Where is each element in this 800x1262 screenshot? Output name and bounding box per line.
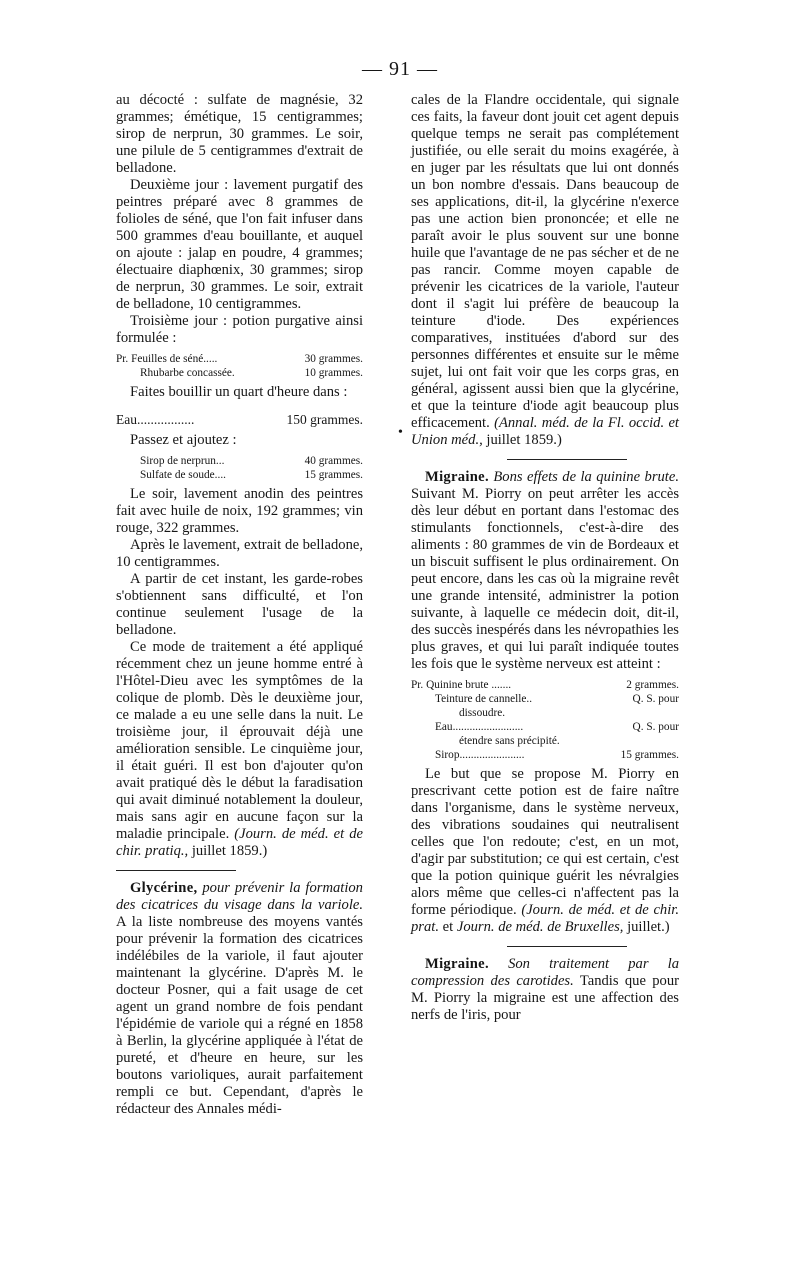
section-divider — [116, 870, 236, 871]
reference-date: juillet 1859.) — [486, 432, 562, 448]
prescription — [116, 454, 363, 482]
ingredient: Eau................. — [116, 412, 195, 427]
ingredient: Rhubarbe concassée. — [140, 367, 235, 379]
paragraph: au décocté : sulfate de magnésie, 32 grammes; émétique, 15 centigrammes; sirop de nerprun, 30 grammes. Le soir, une pilule de 5 centigrammes d'extrait de belladone. — [116, 92, 363, 176]
article-migraine-compression — [411, 956, 679, 1024]
prescription-row — [116, 366, 363, 380]
ingredient-note: étendre sans précipité. — [459, 735, 560, 747]
quantity: 15 grammes. — [620, 749, 679, 761]
article-body: Suivant M. Piorry on peut arrêter les accès dès leur début en portant dans l'estomac des stimulants fonctionnels, c'est-à-dire des aliments : 80 grammes de vin de Bordeaux et un biscuit suffisent le plus ordinairement. On peut encore, dans les cas où la migraine revêt une grande intensité, administrer la potion suivante, à laquelle ce médecin doit, dit-il, des succès inespérés dans les névropathies les plus graves, et qui lui paraît indiquée toutes les fois que le système nerveux est atteint : — [411, 486, 679, 672]
paragraph — [411, 766, 679, 936]
article-glycerine — [116, 880, 363, 1118]
paragraph — [116, 639, 363, 860]
prescription — [116, 352, 363, 380]
paragraph: Le soir, lavement anodin des peintres fait avec huile de noix, 192 grammes; vin rouge, 322 grammes. — [116, 486, 363, 536]
section-divider — [507, 946, 627, 947]
prescription-row — [116, 454, 363, 468]
article-migraine-quinine — [411, 469, 679, 673]
quantity: 40 grammes. — [304, 455, 363, 467]
paragraph — [411, 92, 679, 449]
reference-date: juillet.) — [627, 919, 670, 935]
journal-reference: et Union méd., — [411, 415, 679, 448]
prescription-note — [411, 706, 679, 720]
paragraph: Passez et ajoutez : — [130, 432, 237, 448]
quantity: 150 grammes. — [286, 412, 363, 427]
marginal-mark: • — [398, 425, 403, 440]
ingredient: Teinture de cannelle.. — [435, 693, 533, 705]
paragraph: Après le lavement, extrait de belladone, 10 centigrammes. — [116, 537, 363, 570]
prescription-row — [116, 352, 363, 366]
article-heading: Migraine. — [425, 469, 489, 485]
journal-reference: (Journ. de méd. et de chir. prat. — [411, 902, 679, 935]
section-divider — [507, 459, 627, 460]
ingredient: Sirop de nerprun... — [140, 455, 225, 467]
paragraph-text: Ce mode de traitement a été appliqué récemment chez un jeune homme entré à l'Hôtel-Dieu avec les symptômes de la colique de plomb. Dès le deuxième jour, ce malade a eu une selle dans la nuit. Le troisième jour, il éprouvait déjà une amélioration sensible. Le cinquième jour, il était guéri. Il est bon d'ajouter qu'on avait pratiqué dès le début la faradisation qui avait diminué notablement la douleur, mais sans agir en aucune façon sur la maladie principale. — [116, 639, 363, 842]
prescription-row — [411, 748, 679, 762]
paragraph: Faites bouillir un quart d'heure dans : — [130, 384, 348, 400]
ingredient: Pr. Quinine brute ....... — [411, 679, 512, 691]
journal-reference: Journ. de méd. de Bruxelles, — [456, 919, 624, 935]
ingredient: Eau......................... — [435, 721, 524, 733]
right-column — [411, 92, 679, 1024]
left-column — [116, 92, 363, 1118]
paragraph: Deuxième jour : lavement purgatif des peintres préparé avec 8 grammes de folioles de séné, que l'on fait infuser dans 500 grammes d'eau bouillante, et auquel on ajoute : jalap en poudre, 4 grammes; électuaire diaphœnix, 30 grammes; sirop de nerprun, 30 grammes. Le soir, extrait de belladone, 10 centigrammes. — [116, 177, 363, 312]
article-title: Son traitement par la compression des carotides. — [411, 956, 679, 989]
article-body: A la liste nombreuse des moyens vantés pour prévenir la formation des cicatrices indélébiles de la variole, il faut ajouter maintenant la glycérine. D'après M. le docteur Posner, qui a fait usage de cet agent un grand nombre de fois pendant l'épidémie de variole qui a régné en 1858 à Berlin, la glycérine appliquée à l'état de pureté, et d'heure en heure, sur les boutons varioliques, aurait parfaitement rempli ce but. Cependant, d'après le rédacteur des Annales médi- — [116, 914, 363, 1117]
ingredient-note: dissoudre. — [459, 707, 506, 719]
article-body: Tandis que pour M. Piorry la migraine est une affection des nerfs de l'iris, pour — [411, 973, 679, 1023]
prescription-note — [411, 734, 679, 748]
journal-reference: (Journ. de méd. et de chir. pratiq., — [116, 826, 363, 859]
quantity: 15 grammes. — [304, 469, 363, 481]
quantity: Q. S. pour — [632, 693, 679, 705]
article-heading: Migraine. — [425, 956, 489, 972]
quantity: 30 grammes. — [304, 353, 363, 365]
paragraph-text: Le but que se propose M. Piorry en prescrivant cette potion est de faire naître dans l'organisme, dans le système nerveux, des vibrations soudaines qui neutralisent celles que l'on redoute; c'est, en un mot, d'agir par substitution; ce qui est certain, c'est que la potion quinique guérit les névralgies alors même que celles-ci n'affectent pas la forme périodique. — [411, 766, 679, 918]
page-number: — 91 — — [362, 58, 438, 80]
prescription-row — [116, 411, 363, 428]
quantity: Q. S. pour — [632, 721, 679, 733]
journal-reference: (Annal. méd. de la Fl. occid. — [494, 415, 665, 431]
prescription-row — [411, 692, 679, 706]
quantity: 2 grammes. — [626, 679, 679, 691]
ingredient: Sirop....................... — [435, 749, 525, 761]
reference-conjunction: et — [442, 919, 454, 935]
article-title: Bons effets de la quinine brute. — [493, 469, 679, 485]
ingredient: Pr. Feuilles de séné..... — [116, 353, 218, 365]
paragraph-text: cales de la Flandre occidentale, qui signale ces faits, la faveur dont jouit cet agent depuis quelque temps ne serait pas complétement justifiée, ou elle serait du moins exagérée, à en juger par les résultats que lui ont donnés un bon nombre d'essais. Dans beaucoup de ses applications, dit-il, la glycérine n'exerce pas une action bien prononcée; et elle ne paraît avoir le plus souvent sur une bonne huile que l'avantage de ne pas sécher et de ne pas rancir. Comme moyen capable de prévenir les cicatrices de la variole, l'auteur dont il s'agit lui préfère de beaucoup la teinture d'iode. Des expériences comparatives, instituées d'abord sur des personnes différentes et ensuite sur le même sujet, lui ont fait voir que les corps gras, en général, agissent aussi bien que la glycérine, et que la teinture d'iode agit beaucoup plus efficacement. — [411, 92, 679, 431]
paragraph: A partir de cet instant, les garde-robes s'obtiennent sans difficulté, et l'on continue seulement l'usage de la belladone. — [116, 571, 363, 638]
prescription-row — [411, 720, 679, 734]
prescription-row — [411, 678, 679, 692]
prescription — [411, 678, 679, 762]
paragraph: Troisième jour : potion purgative ainsi formulée : — [116, 313, 363, 346]
prescription-row — [116, 468, 363, 482]
ingredient: Sulfate de soude.... — [140, 469, 226, 481]
article-title: pour prévenir la formation des cicatrices du visage dans la variole. — [116, 880, 363, 913]
quantity: 10 grammes. — [304, 367, 363, 379]
reference-date: juillet 1859.) — [191, 843, 268, 859]
article-heading: Glycérine, — [130, 880, 198, 896]
